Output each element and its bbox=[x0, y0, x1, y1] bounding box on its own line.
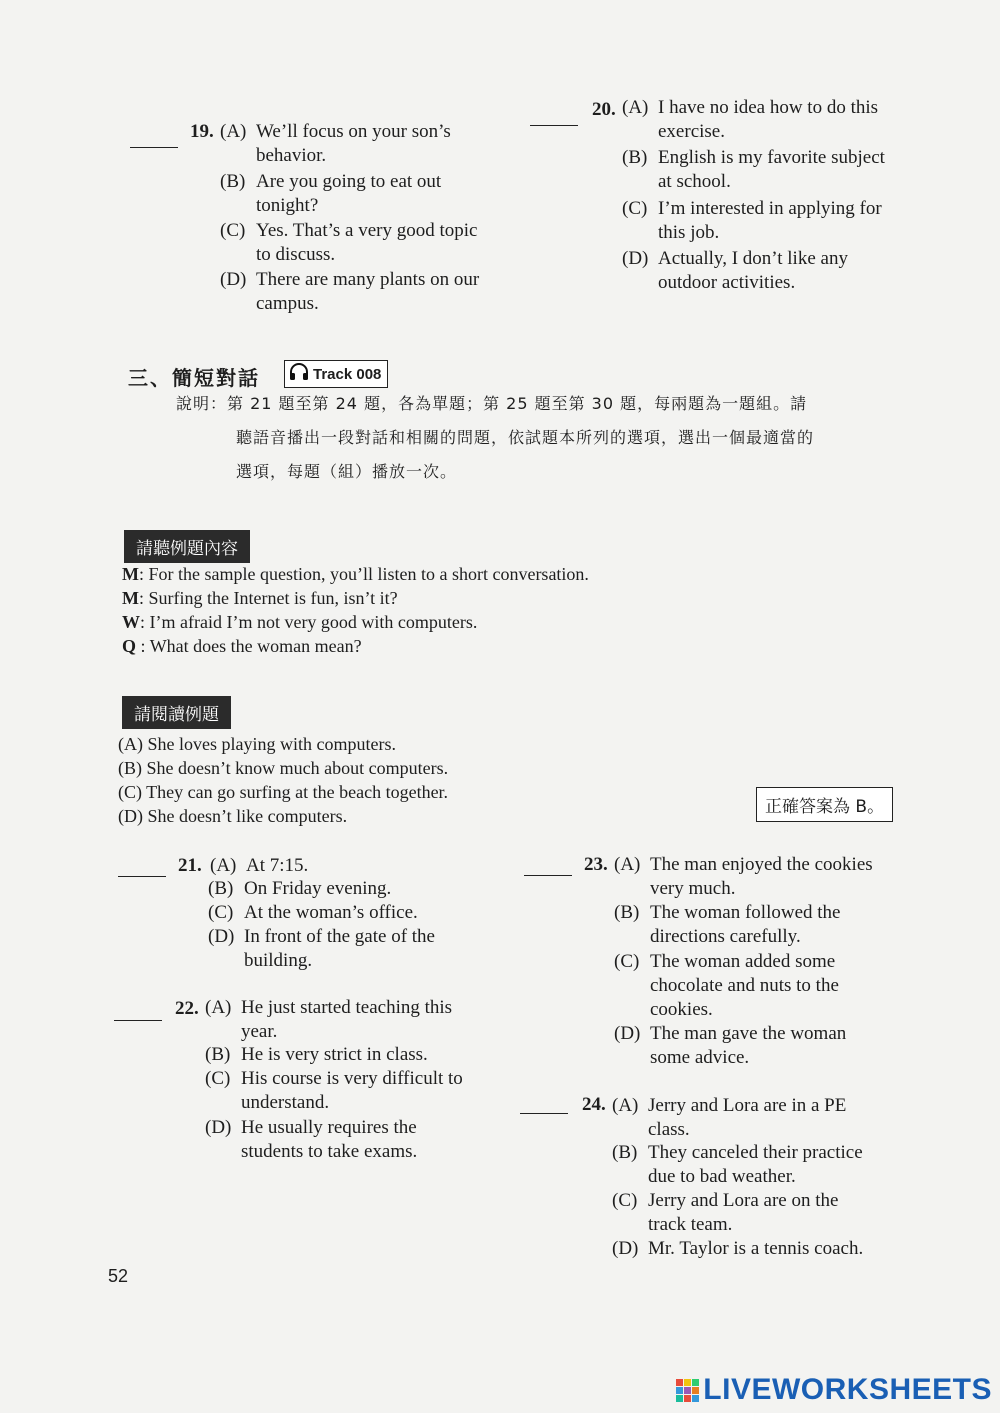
sample-option: (C) They can go surfing at the beach together. bbox=[118, 782, 449, 802]
sample-dialogue bbox=[122, 562, 589, 658]
instruction-line: 聽語音播出一段對話和相關的問題，依試題本所列的選項，選出一個最適當的 bbox=[236, 428, 815, 447]
sample-option: (D) She doesn’t like computers. bbox=[118, 806, 348, 826]
logo-grid-icon bbox=[676, 1379, 699, 1402]
option-19a: (A) We’ll focus on your son’s behavior. bbox=[220, 121, 451, 166]
instruction-line: 選項，每題（組）播放一次。 bbox=[236, 462, 458, 481]
option-22b: (B) He is very strict in class. bbox=[205, 1044, 428, 1065]
question-21: 21. bbox=[178, 855, 202, 876]
option-19b: (B) Are you going to eat out tonight? bbox=[220, 171, 442, 216]
question-19 bbox=[190, 120, 214, 144]
option-23a: (A) The man enjoyed the cookies very much. bbox=[614, 854, 873, 899]
sample-read-tag: 請閱讀例題 bbox=[122, 696, 231, 729]
option-24d: (D) Mr. Taylor is a tennis coach. bbox=[612, 1238, 864, 1259]
instructions bbox=[176, 387, 814, 489]
option-24c: (C) Jerry and Lora are on the track team. bbox=[612, 1190, 839, 1235]
answer-blank-21[interactable] bbox=[118, 876, 166, 877]
logo-text: LIVEWORKSHEETS bbox=[703, 1373, 992, 1406]
answer-blank-22[interactable] bbox=[114, 1020, 162, 1021]
sample-option: (A) She loves playing with computers. bbox=[118, 734, 396, 754]
option-24b: (B) They canceled their practice due to bad weather. bbox=[612, 1142, 863, 1187]
answer-blank-19[interactable] bbox=[130, 147, 178, 148]
option-20b: (B) English is my favorite subject at school. bbox=[622, 147, 885, 192]
question-24: 24. bbox=[582, 1094, 606, 1115]
dialogue-line: M: Surfing the Internet is fun, isn’t it? bbox=[122, 588, 398, 608]
option-24a: (A) Jerry and Lora are in a PE class. bbox=[612, 1095, 847, 1140]
answer-blank-24[interactable] bbox=[520, 1113, 568, 1114]
option-21a: (A) At 7:15. bbox=[210, 855, 309, 876]
track-label: Track 008 bbox=[313, 365, 382, 383]
option-20c: (C) I’m interested in applying for this job. bbox=[622, 198, 882, 243]
option-21b: (B) On Friday evening. bbox=[208, 878, 392, 899]
sample-option: (B) She doesn’t know much about computers. bbox=[118, 758, 449, 778]
instruction-line: 說明：第 21 題至第 24 題，各為單題；第 25 題至第 30 題，每兩題為一題組。請 bbox=[176, 394, 808, 413]
question-20: 20. bbox=[592, 99, 616, 120]
page-number: 52 bbox=[108, 1266, 129, 1286]
option-22d: (D) He usually requires the students to take exams. bbox=[205, 1117, 418, 1162]
sample-options bbox=[118, 732, 448, 828]
sample-listen-tag: 請聽例題內容 bbox=[124, 530, 250, 563]
option-19c: (C) Yes. That’s a very good topic to discuss. bbox=[220, 220, 478, 265]
question-23: 23. bbox=[584, 854, 608, 875]
answer-blank-20[interactable] bbox=[530, 125, 578, 126]
option-20a: (A) I have no idea how to do this exercise. bbox=[622, 97, 879, 142]
option-21c: (C) At the woman’s office. bbox=[208, 902, 418, 923]
dialogue-line: Q : What does the woman mean? bbox=[122, 636, 362, 656]
option-21d: (D) In front of the gate of the building. bbox=[208, 926, 435, 971]
option-19d: (D) There are many plants on our campus. bbox=[220, 269, 480, 314]
dialogue-line: W: I’m afraid I’m not very good with computers. bbox=[122, 612, 478, 632]
option-20d: (D) Actually, I don’t like any outdoor activities. bbox=[622, 248, 848, 293]
headphones-icon bbox=[289, 363, 309, 385]
answer-blank-23[interactable] bbox=[524, 875, 572, 876]
option-22a: (A) He just started teaching this year. bbox=[205, 997, 453, 1042]
dialogue-line: M: For the sample question, you’ll listen to a short conversation. bbox=[122, 564, 589, 584]
question-number: 19. bbox=[190, 121, 214, 142]
option-22c: (C) His course is very difficult to understand. bbox=[205, 1068, 463, 1113]
option-23c: (C) The woman added some chocolate and nuts to the cookies. bbox=[614, 951, 839, 1020]
track-badge[interactable] bbox=[284, 360, 388, 388]
option-23b: (B) The woman followed the directions carefully. bbox=[614, 902, 841, 947]
liveworksheets-logo[interactable] bbox=[676, 1373, 992, 1407]
sample-answer-box: 正確答案為 B。 bbox=[756, 787, 893, 822]
option-23d: (D) The man gave the woman some advice. bbox=[614, 1023, 847, 1068]
section-title: 三、簡短對話 bbox=[128, 366, 260, 390]
question-22: 22. bbox=[175, 998, 199, 1019]
